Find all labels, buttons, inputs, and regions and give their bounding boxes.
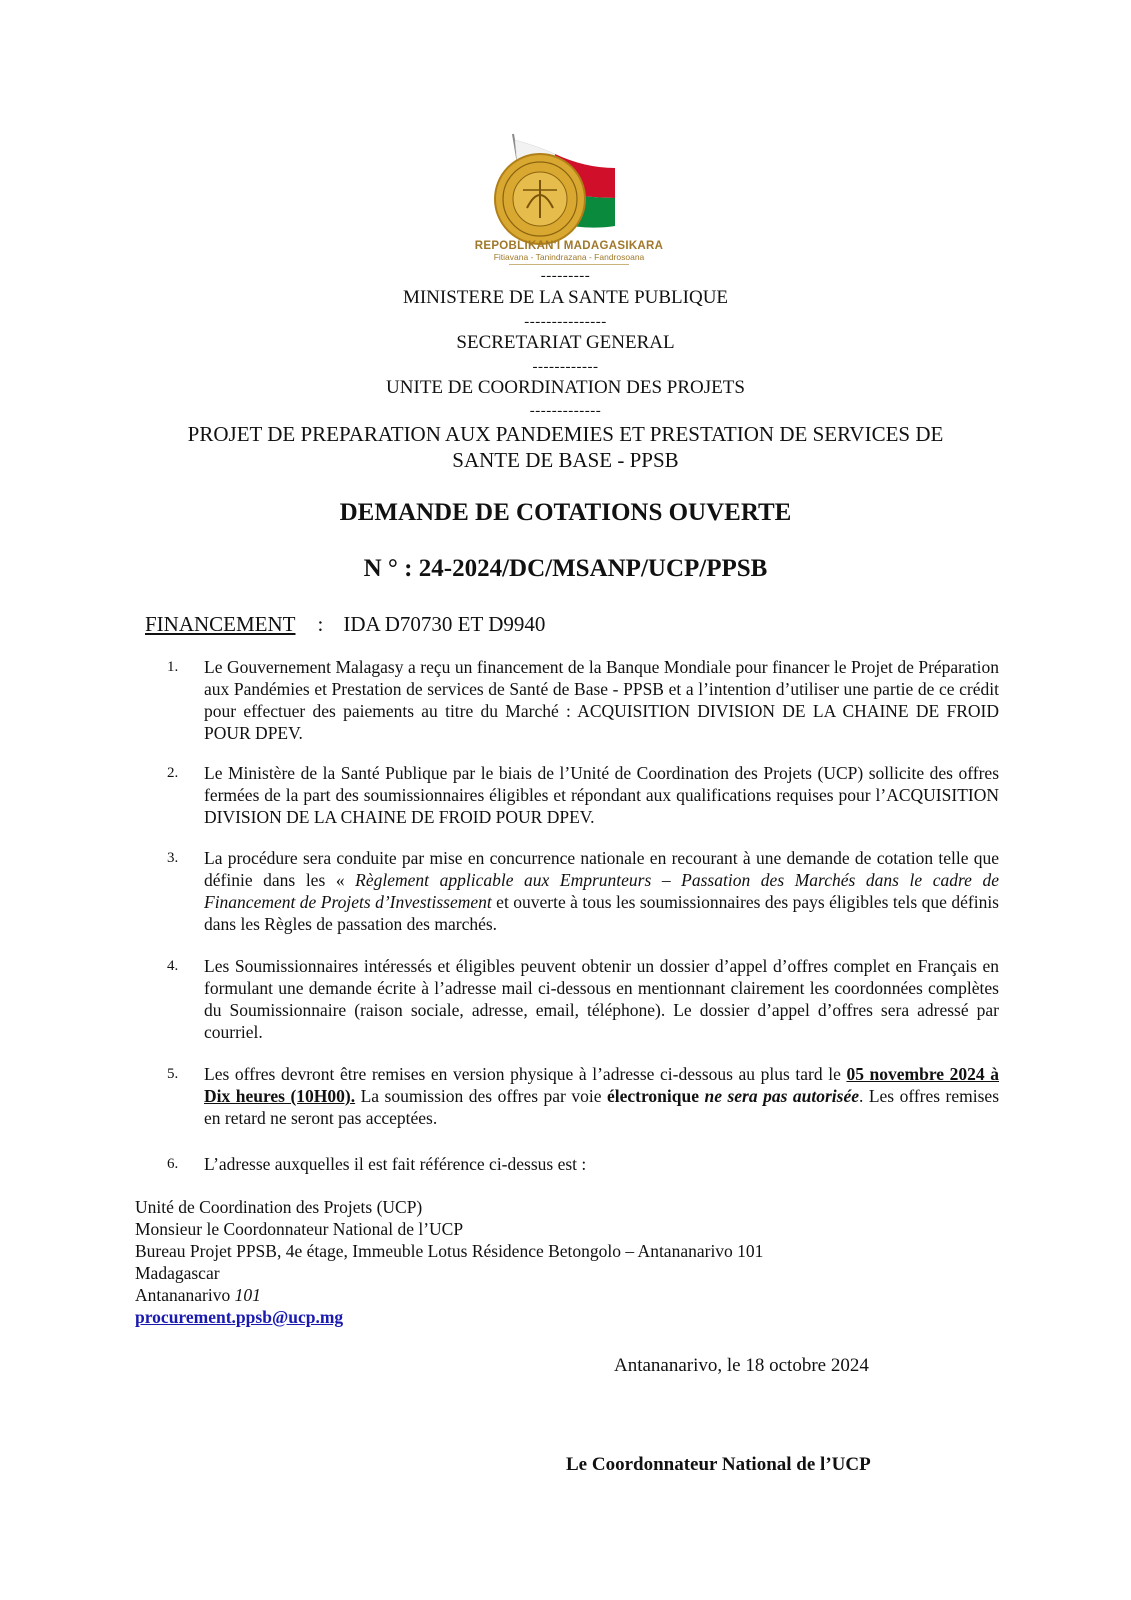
separator: --------- xyxy=(540,268,591,284)
address-code: 101 xyxy=(234,1285,261,1305)
signatory-title: Le Coordonnateur National de l’UCP xyxy=(566,1454,871,1475)
project-name-line-2: SANTE DE BASE - PPSB xyxy=(452,448,679,472)
financing-label: FINANCEMENT xyxy=(145,612,296,636)
list-item-text: Le Gouvernement Malagasy a reçu un financement de la Banque Mondiale pour financer le Projet de Préparation aux Pandémies et Prestation de services de Santé de Base - PPSB et a l’intention d’utiliser une partie de ce crédit pour effectuer des paiements au titre du Marché : ACQUISITION DIVISION DE LA CHAINE DE FROID POUR DPEV. xyxy=(204,657,999,743)
republic-motto: Fitiavana - Tanindrazana - Fandrosoana xyxy=(493,252,645,262)
list-item-text: Le Ministère de la Santé Publique par le biais de l’Unité de Coordination des Projets (UCP) sollicite des offres fermées de la part des soumissionnaires éligibles et répondant aux qualifications requises pour l’ACQUISITION DIVISION DE LA CHAINE DE FROID POUR DPEV. xyxy=(204,763,999,827)
list-item xyxy=(145,955,999,1043)
address-line: Unité de Coordination des Projets (UCP) xyxy=(135,1197,423,1217)
address-line: Monsieur le Coordonnateur National de l’UCP xyxy=(135,1219,464,1239)
list-item-number: 1. xyxy=(167,659,179,675)
document-title: DEMANDE DE COTATIONS OUVERTE xyxy=(339,499,792,526)
list-item-number: 3. xyxy=(167,850,179,866)
text-segment: La soumission des offres par voie xyxy=(355,1086,607,1106)
text-segment: . Les offres remises en retard ne seront pas acceptées. xyxy=(204,1086,1000,1128)
republic-label xyxy=(449,240,689,265)
unit-name: UNITE DE COORDINATION DES PROJETS xyxy=(386,377,745,398)
not-allowed-emphasis: ne sera pas autorisée xyxy=(704,1086,859,1106)
list-item xyxy=(145,656,999,744)
list-item-number: 5. xyxy=(167,1066,179,1082)
list-item-text: L’adresse auxquelles il est fait référence ci-dessus est : xyxy=(204,1154,587,1174)
republic-name: REPOBLIKAN'I MADAGASIKARA xyxy=(474,240,664,252)
regulation-title: Règlement applicable aux Emprunteurs – Passation des Marchés dans le cadre de Financement de Projets d’Investissement xyxy=(204,870,999,912)
address-line: Bureau Projet PPSB, 4e étage, Immeuble Lotus Résidence Betongolo – Antananarivo 101 xyxy=(135,1241,764,1261)
list-item-text xyxy=(204,847,999,935)
list-item-number: 6. xyxy=(167,1156,179,1172)
text-segment: La procédure sera conduite par mise en concurrence nationale en recourant à une demande de cotation telle que définie dans les « xyxy=(204,848,999,890)
text-segment: Les offres devront être remises en version physique à l’adresse ci-dessous au plus tard le xyxy=(204,1064,847,1084)
address-line xyxy=(135,1284,763,1306)
list-item xyxy=(145,762,999,828)
place-and-date: Antananarivo, le 18 octobre 2024 xyxy=(614,1355,869,1376)
separator: --------------- xyxy=(524,314,607,330)
deadline: 05 novembre 2024 à Dix heures (10H00). xyxy=(204,1064,1000,1106)
list-item-number: 4. xyxy=(167,958,179,974)
separator: ------------- xyxy=(529,403,602,419)
address-line: Madagascar xyxy=(135,1263,220,1283)
ministry-name: MINISTERE DE LA SANTE PUBLIQUE xyxy=(402,287,729,308)
list-item xyxy=(145,1153,999,1175)
list-item-text: Les Soumissionnaires intéressés et éligibles peuvent obtenir un dossier d’appel d’offres complet en Français en formulant une demande écrite à l’adresse mail ci-dessous en mentionnant clairement les coordonnées complètes du Soumissionnaire (raison sociale, adresse, email, téléphone). Le dossier d’appel d’offres sera adressé par courriel. xyxy=(204,956,999,1042)
email-link[interactable]: procurement.ppsb@ucp.mg xyxy=(135,1307,344,1327)
document-reference: N ° : 24-2024/DC/MSANP/UCP/PPSB xyxy=(363,555,768,582)
text-segment: et ouverte à tous les soumissionnaires des pays éligibles tels que définis dans les Règles de passation des marchés. xyxy=(204,892,999,934)
list-item xyxy=(145,847,999,935)
secretariat-name: SECRETARIAT GENERAL xyxy=(456,332,675,353)
financing-value: IDA D70730 ET D9940 xyxy=(343,612,546,636)
list-item xyxy=(145,1063,999,1129)
electronic-emphasis: électronique xyxy=(606,1086,699,1106)
address-block xyxy=(135,1196,763,1328)
motto-divider xyxy=(509,264,629,265)
financing-colon: : xyxy=(317,612,324,636)
address-city: Antananarivo xyxy=(135,1285,235,1305)
separator: ------------ xyxy=(532,359,599,375)
list-item-number: 2. xyxy=(167,765,179,781)
financing-line xyxy=(145,612,545,637)
project-name-line-1: PROJET DE PREPARATION AUX PANDEMIES ET PRESTATION DE SERVICES DE xyxy=(187,422,944,446)
list-item-text xyxy=(204,1063,999,1129)
